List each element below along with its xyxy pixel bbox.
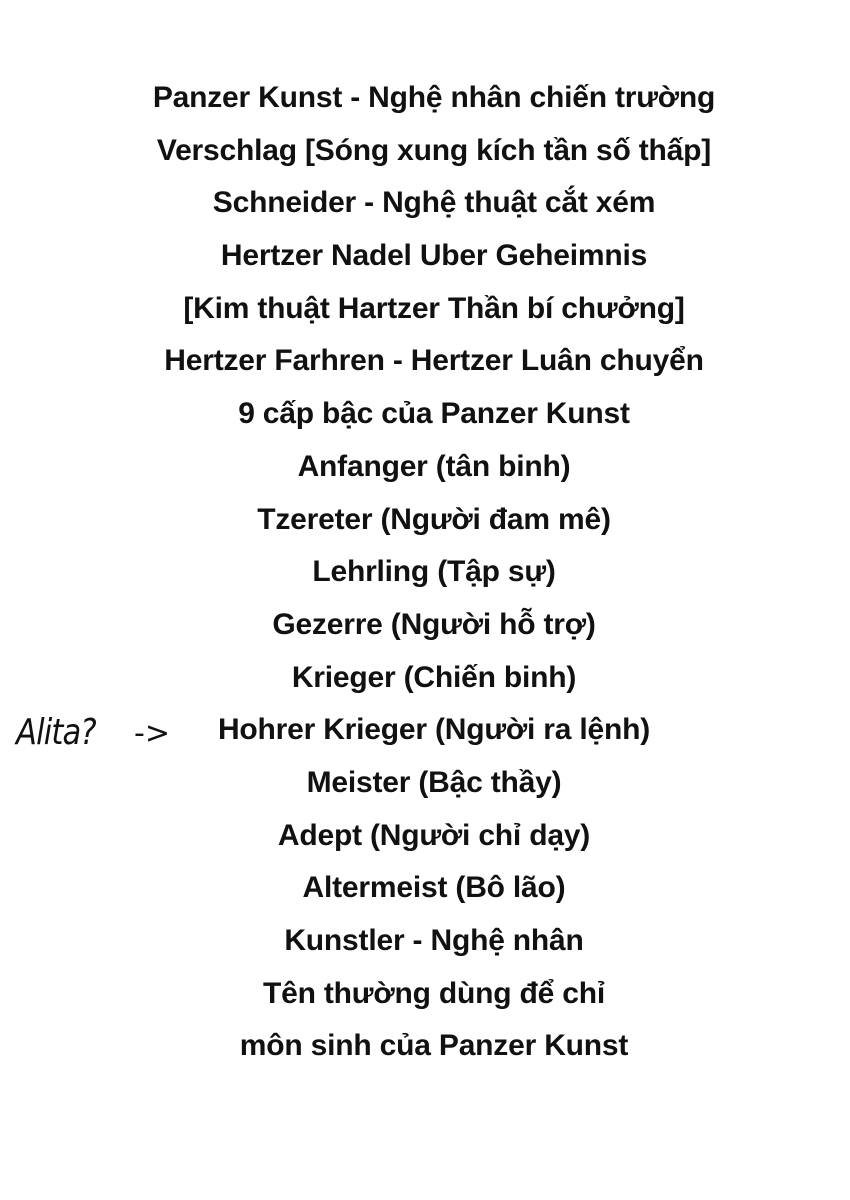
text-line: Krieger (Chiến binh) (291, 660, 577, 694)
text-line: Tên thường dùng để chỉ (263, 976, 605, 1010)
text-line: [Kim thuật Hartzer Thần bí chưởng] (183, 291, 685, 325)
text-line-highlighted: Hohrer Krieger (Người ra lệnh) (217, 713, 651, 747)
text-line: môn sinh của Panzer Kunst (239, 1029, 629, 1063)
text-line: Anfanger (tân binh) (297, 449, 571, 483)
text-line: Kunstler - Nghệ nhân (284, 924, 584, 957)
text-line: Tzereter (Người đam mê) (257, 502, 611, 536)
handwritten-note: Alita? (16, 712, 96, 753)
text-line: Gezerre (Người hỗ trợ) (272, 607, 596, 641)
text-line: Hertzer Farhren - Hertzer Luân chuyển (164, 344, 704, 378)
text-line: Adept (Người chỉ dạy) (277, 818, 591, 852)
text-line: 9 cấp bậc của Panzer Kunst (238, 397, 630, 431)
text-line: Hertzer Nadel Uber Geheimnis (220, 239, 648, 273)
text-line: Verschlag [Sóng xung kích tần số thấp] (156, 133, 712, 167)
text-line: Meister (Bậc thầy) (306, 765, 562, 799)
text-line: Panzer Kunst - Nghệ nhân chiến trường (152, 81, 716, 114)
arrow-icon: -> (134, 716, 170, 751)
translation-text-block (0, 72, 850, 1073)
text-line: Schneider - Nghệ thuật cắt xém (212, 186, 656, 220)
text-line: Altermeist (Bô lão) (302, 871, 566, 905)
text-line: Lehrling (Tập sự) (312, 555, 556, 589)
